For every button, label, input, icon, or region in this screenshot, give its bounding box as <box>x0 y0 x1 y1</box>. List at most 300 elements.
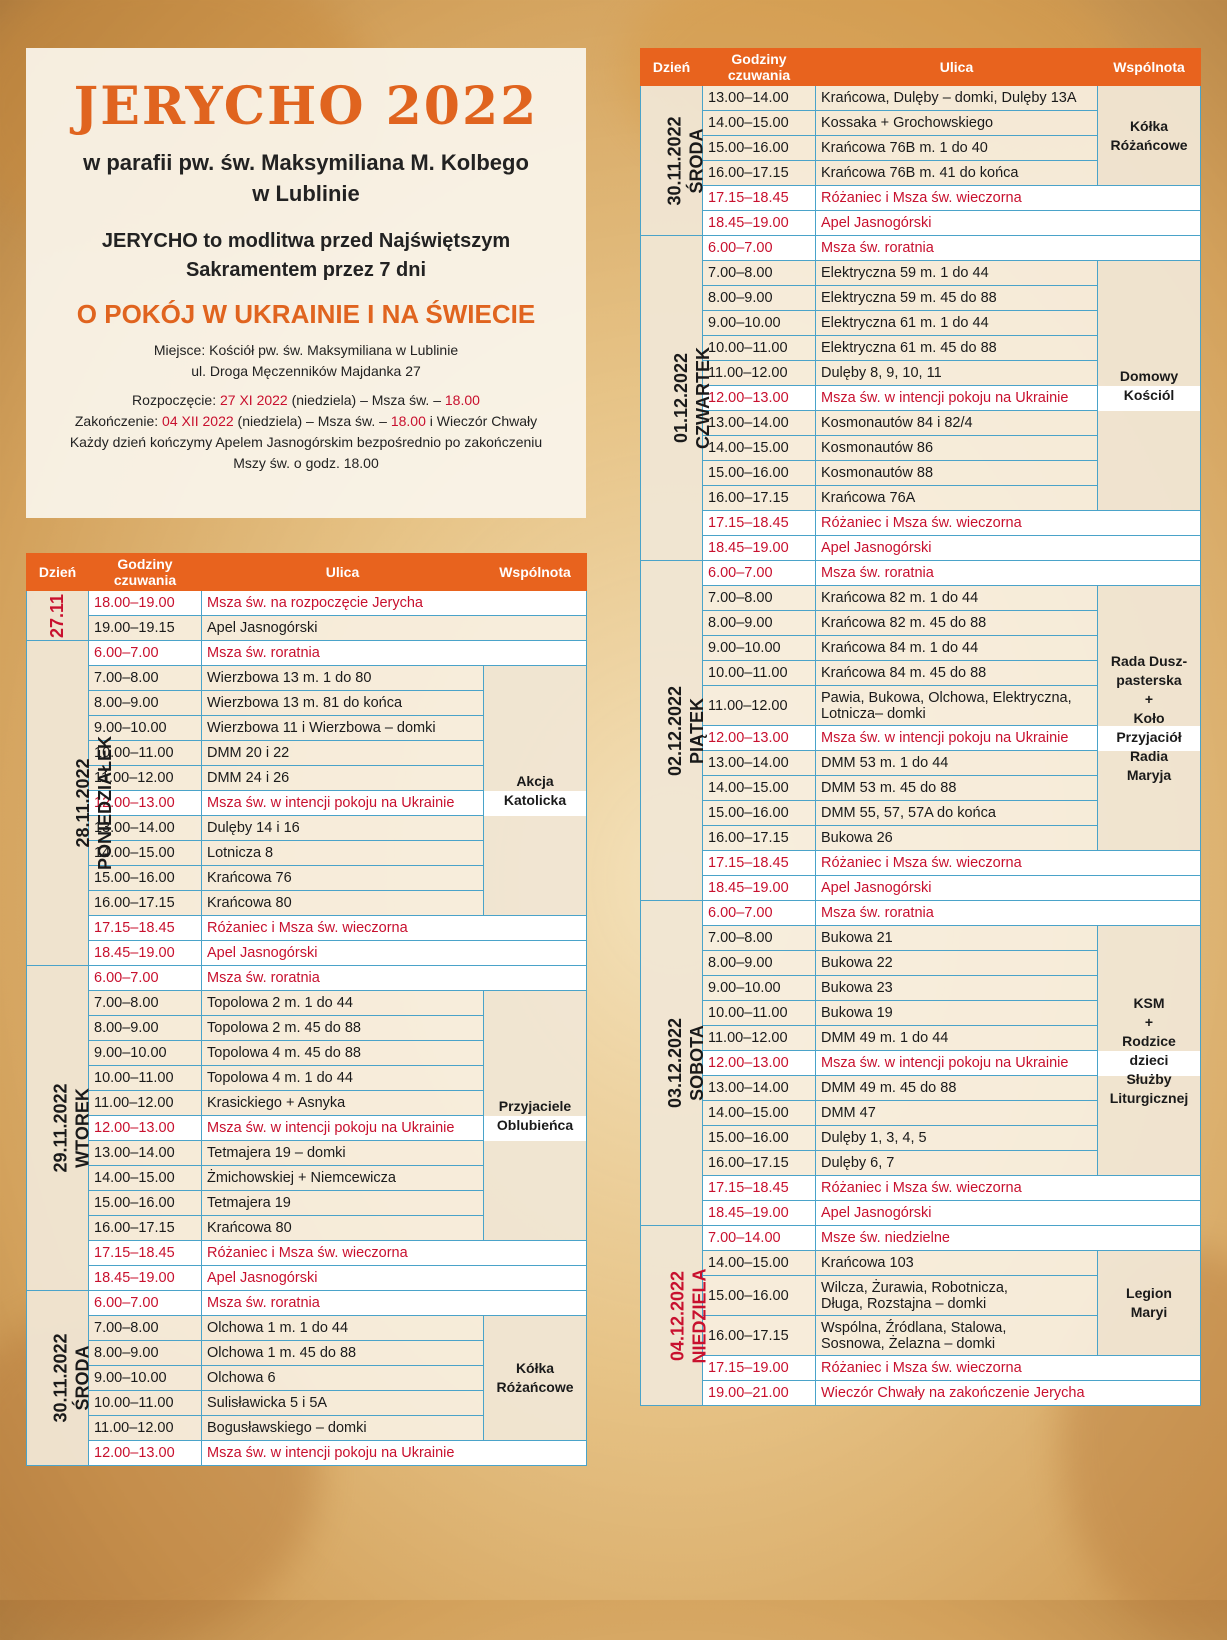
street-text: Dulęby 8, 9, 10, 11 <box>821 365 942 381</box>
time-cell: 14.00–15.00 <box>89 841 202 866</box>
day-label <box>50 1333 94 1422</box>
table-row <box>641 261 1201 286</box>
time-cell: 13.00–14.00 <box>703 1076 816 1101</box>
time-cell: 16.00–17.15 <box>703 161 816 186</box>
street-cell <box>202 1391 484 1416</box>
time-cell: 18.45–19.00 <box>703 211 816 236</box>
street-cell <box>816 901 1201 926</box>
street-cell <box>202 1091 484 1116</box>
street-text: Msza św. roratnia <box>821 905 934 921</box>
street-text: Kosmonautów 88 <box>821 465 934 481</box>
time-cell: 12.00–13.00 <box>89 791 202 816</box>
start-line <box>26 390 586 411</box>
header-community: Wspólnota <box>1098 49 1201 86</box>
time-cell: 7.00–8.00 <box>89 1316 202 1341</box>
street-cell <box>202 616 587 641</box>
description-line: Sakramentem przez 7 dni <box>185 259 427 281</box>
street-cell <box>816 111 1098 136</box>
header-street: Ulica <box>202 554 484 591</box>
street-text: Dulęby 1, 3, 4, 5 <box>821 1130 927 1146</box>
day-name: NIEDZIELA <box>689 1267 710 1364</box>
street-text: Topolowa 2 m. 1 do 44 <box>207 995 353 1011</box>
time-cell: 7.00–8.00 <box>89 991 202 1016</box>
street-text: Msza św. w intencji pokoju na Ukrainie <box>821 1055 1069 1071</box>
time-cell: 13.00–14.00 <box>703 411 816 436</box>
street-cell <box>816 261 1098 286</box>
community-cell <box>1098 86 1201 186</box>
subtitle-line: w parafii pw. św. Maksymiliana M. Kolbego <box>83 150 529 175</box>
time-cell: 9.00–10.00 <box>703 976 816 1001</box>
start-date: 27 XI 2022 <box>219 392 288 408</box>
community-cell <box>484 1316 587 1441</box>
time-cell: 10.00–11.00 <box>703 1001 816 1026</box>
street-text: Wierzbowa 13 m. 1 do 80 <box>207 670 372 686</box>
street-text: Msza św. roratnia <box>207 1295 320 1311</box>
street-cell <box>816 136 1098 161</box>
street-cell <box>816 1251 1098 1276</box>
time-cell: 18.00–19.00 <box>89 591 202 616</box>
street-cell <box>816 1356 1201 1381</box>
street-cell <box>816 1201 1201 1226</box>
street-cell <box>816 511 1201 536</box>
day-cell <box>641 1226 710 1406</box>
street-text: Krasickiego + Asnyka <box>207 1095 346 1111</box>
street-text: Bogusławskiego – domki <box>207 1420 367 1436</box>
community-name: Domowy Kościól <box>1119 367 1179 403</box>
day-name: PONIEDZIAŁEK <box>95 735 116 871</box>
street-cell <box>202 1191 484 1216</box>
day-date: 30.11.2022 <box>664 115 685 206</box>
street-cell <box>202 1291 587 1316</box>
time-cell: 13.00–14.00 <box>89 1141 202 1166</box>
street-text: Krańcowa 76A <box>821 490 916 506</box>
day-cell <box>27 591 89 641</box>
time-cell: 15.00–16.00 <box>703 461 816 486</box>
table-row <box>27 591 587 616</box>
street-text: Bukowa 22 <box>821 955 893 971</box>
street-text: Msza św. w intencji pokoju na Ukrainie <box>207 795 455 811</box>
header-hours <box>89 554 202 591</box>
time-cell: 8.00–9.00 <box>89 1016 202 1041</box>
table-row <box>27 941 587 966</box>
table-row <box>641 186 1201 211</box>
time-cell: 13.00–14.00 <box>703 751 816 776</box>
place-line: Miejsce: Kościół pw. św. Maksymiliana w Lublinie <box>153 342 459 358</box>
day-cell <box>27 966 93 1291</box>
table-row <box>641 901 1201 926</box>
street-cell <box>816 1381 1201 1406</box>
time-cell: 14.00–15.00 <box>89 1166 202 1191</box>
day-name: ŚRODA <box>686 127 707 194</box>
street-cell <box>202 1366 484 1391</box>
street-text: Dulęby 14 i 16 <box>207 820 300 836</box>
time-cell: 14.00–15.00 <box>703 1101 816 1126</box>
street-cell <box>202 1016 484 1041</box>
street-cell <box>816 751 1098 776</box>
street-text: Elektryczna 61 m. 1 do 44 <box>821 315 989 331</box>
day-label <box>664 116 708 205</box>
table-row <box>641 386 1201 411</box>
street-text: Krańcowa 76B m. 41 do końca <box>821 165 1019 181</box>
street-cell <box>816 976 1098 1001</box>
street-text: Różaniec i Msza św. wieczorna <box>821 1360 1022 1376</box>
time-cell: 6.00–7.00 <box>89 966 202 991</box>
street-cell <box>202 841 484 866</box>
street-cell <box>816 161 1098 186</box>
street-cell <box>202 766 484 791</box>
time-cell: 6.00–7.00 <box>89 641 202 666</box>
header-day: Dzień <box>27 554 89 591</box>
community-name: KSM + Rodzice dzieci Służby Liturgicznej <box>1109 994 1189 1106</box>
time-cell: 13.00–14.00 <box>89 816 202 841</box>
street-text: Różaniec i Msza św. wieczorna <box>207 920 408 936</box>
time-cell: 10.00–11.00 <box>89 1391 202 1416</box>
street-text: Różaniec i Msza św. wieczorna <box>821 515 1022 531</box>
time-cell: 6.00–7.00 <box>703 901 816 926</box>
time-cell: 9.00–10.00 <box>703 636 816 661</box>
street-text: Kosmonautów 84 i 82/4 <box>821 415 973 431</box>
time-cell: 6.00–7.00 <box>89 1291 202 1316</box>
street-text: Olchowa 6 <box>207 1370 276 1386</box>
street-text: Krańcowa, Dulęby – domki, Dulęby 13A <box>821 90 1077 106</box>
time-cell: 18.45–19.00 <box>703 876 816 901</box>
table-row <box>641 1201 1201 1226</box>
day-name: PIĄTEK <box>687 697 708 764</box>
street-text: Wspólna, Źródlana, Stalowa, Sosnowa, Żelazna – domki <box>821 1319 1007 1352</box>
street-cell <box>816 926 1098 951</box>
day-label <box>664 685 708 775</box>
day-date: 03.12.2022 <box>665 1017 686 1109</box>
time-cell: 11.00–12.00 <box>703 686 816 726</box>
time-cell: 16.00–17.15 <box>703 826 816 851</box>
time-cell: 12.00–13.00 <box>89 1441 202 1466</box>
day-label <box>47 593 69 637</box>
street-text: Msza św. w intencji pokoju na Ukrainie <box>207 1120 455 1136</box>
street-cell <box>816 1101 1098 1126</box>
community-name: Rada Dusz- pasterska + Koło Przyjaciół Radia Maryja <box>1110 652 1188 783</box>
table-row <box>641 536 1201 561</box>
intro-panel <box>26 48 586 518</box>
time-cell: 12.00–13.00 <box>703 1051 816 1076</box>
street-cell <box>816 536 1201 561</box>
street-cell <box>816 211 1201 236</box>
street-cell <box>202 741 484 766</box>
street-text: Wieczór Chwały na zakończenie Jerycha <box>821 1385 1085 1401</box>
day-cell <box>27 641 116 966</box>
address-line: ul. Droga Męczenników Majdanka 27 <box>191 363 421 379</box>
time-cell: 18.45–19.00 <box>703 536 816 561</box>
table-row <box>641 876 1201 901</box>
end-time: 18.00 <box>390 413 426 429</box>
street-cell <box>816 1026 1098 1051</box>
street-cell <box>202 941 587 966</box>
street-cell <box>202 966 587 991</box>
street-text: Różaniec i Msza św. wieczorna <box>821 855 1022 871</box>
street-text: Wierzbowa 13 m. 81 do końca <box>207 695 403 711</box>
time-cell: 16.00–17.15 <box>89 891 202 916</box>
time-cell: 17.15–18.45 <box>703 186 816 211</box>
street-cell <box>816 1001 1098 1026</box>
table-row <box>641 211 1201 236</box>
time-cell: 14.00–15.00 <box>703 776 816 801</box>
day-label <box>670 347 714 449</box>
street-cell <box>816 826 1098 851</box>
time-cell: 9.00–10.00 <box>89 1366 202 1391</box>
street-text: Msza św. w intencji pokoju na Ukrainie <box>821 730 1069 746</box>
street-cell <box>816 611 1098 636</box>
day-label <box>72 736 116 870</box>
street-text: Topolowa 4 m. 1 do 44 <box>207 1070 353 1086</box>
time-cell: 8.00–9.00 <box>89 691 202 716</box>
street-cell <box>202 991 484 1016</box>
table-row <box>27 991 587 1016</box>
header-street: Ulica <box>816 49 1098 86</box>
community-name: Legion Maryi <box>1126 1285 1172 1320</box>
note-line: Każdy dzień kończymy Apelem Jasnogórskim bezpośrednio po zakończeniu <box>69 434 543 450</box>
day-label <box>664 1018 708 1108</box>
table-row <box>641 1251 1201 1276</box>
street-cell <box>816 776 1098 801</box>
time-cell: 15.00–16.00 <box>703 1276 816 1316</box>
header-hours-line: czuwania <box>727 67 791 83</box>
time-cell: 10.00–11.00 <box>703 336 816 361</box>
day-name: WTOREK <box>72 1088 93 1168</box>
end-suffix: i Wieczór Chwały <box>425 413 538 429</box>
time-cell: 17.15–18.45 <box>703 851 816 876</box>
day-cell <box>641 901 708 1226</box>
day-date: 29.11.2022 <box>50 1083 71 1173</box>
street-text: DMM 47 <box>821 1105 876 1121</box>
schedule-table-right <box>640 48 1201 1406</box>
table-row <box>27 966 587 991</box>
street-text: Apel Jasnogórski <box>207 1270 318 1286</box>
time-cell: 14.00–15.00 <box>703 436 816 461</box>
time-cell: 17.15–18.45 <box>89 916 202 941</box>
street-cell <box>202 1141 484 1166</box>
street-cell <box>202 691 484 716</box>
header-hours-line: Godziny <box>117 556 173 572</box>
end-line <box>26 411 586 432</box>
time-cell: 16.00–17.15 <box>89 1216 202 1241</box>
street-text: DMM 49 m. 45 do 88 <box>821 1080 957 1096</box>
street-text: DMM 53 m. 45 do 88 <box>821 780 957 796</box>
street-cell <box>816 686 1098 726</box>
time-cell: 17.15–18.45 <box>89 1241 202 1266</box>
schedule-table-left <box>26 553 587 1466</box>
street-text: Msza św. roratnia <box>821 565 934 581</box>
street-cell <box>816 586 1098 611</box>
day-cell <box>641 561 708 901</box>
street-text: Różaniec i Msza św. wieczorna <box>821 190 1022 206</box>
street-text: Topolowa 2 m. 45 do 88 <box>207 1020 361 1036</box>
community-name: Przyjaciele Oblubieńca <box>496 1097 574 1133</box>
street-cell <box>816 801 1098 826</box>
time-cell: 10.00–11.00 <box>89 741 202 766</box>
street-cell <box>202 1266 587 1291</box>
street-text: Apel Jasnogórski <box>821 880 932 896</box>
street-cell <box>202 866 484 891</box>
street-cell <box>816 86 1098 111</box>
table-row <box>641 1226 1201 1251</box>
table-row <box>27 1266 587 1291</box>
time-cell: 18.45–19.00 <box>89 941 202 966</box>
street-text: Tetmajera 19 <box>207 1195 291 1211</box>
street-cell <box>202 1241 587 1266</box>
time-cell: 11.00–12.00 <box>89 766 202 791</box>
street-text: Lotnicza 8 <box>207 845 274 861</box>
street-text: Msza św. w intencji pokoju na Ukrainie <box>821 390 1069 406</box>
day-cell <box>27 1291 93 1466</box>
end-mass: (niedziela) – Msza św. – <box>233 413 391 429</box>
street-cell <box>816 461 1098 486</box>
day-label <box>667 1268 711 1363</box>
table-row <box>27 1316 587 1341</box>
street-cell <box>816 951 1098 976</box>
street-cell <box>202 666 484 691</box>
time-cell: 15.00–16.00 <box>703 1126 816 1151</box>
day-name: ŚRODA <box>72 1345 93 1411</box>
table-row <box>641 1051 1201 1076</box>
street-cell <box>816 1076 1098 1101</box>
community-cell <box>1098 586 1201 851</box>
subtitle-line: w Lublinie <box>252 181 360 206</box>
prayer-intention: O POKÓJ W UKRAINIE I NA ŚWIECIE <box>76 299 536 329</box>
table-row <box>641 851 1201 876</box>
day-cell <box>641 86 707 236</box>
table-row <box>27 666 587 691</box>
street-cell <box>816 336 1098 361</box>
street-text: Żmichowskiej + Niemcewicza <box>207 1170 396 1186</box>
street-cell <box>816 1276 1098 1316</box>
street-text: Apel Jasnogórski <box>821 540 932 556</box>
time-cell: 10.00–11.00 <box>703 661 816 686</box>
street-text: Olchowa 1 m. 45 do 88 <box>207 1345 357 1361</box>
street-cell <box>816 286 1098 311</box>
street-text: Krańcowa 80 <box>207 895 292 911</box>
street-text: Topolowa 4 m. 45 do 88 <box>207 1045 361 1061</box>
street-text: Wierzbowa 11 i Wierzbowa – domki <box>207 720 436 736</box>
street-text: Różaniec i Msza św. wieczorna <box>207 1245 408 1261</box>
street-text: Bukowa 19 <box>821 1005 893 1021</box>
table-row <box>641 1381 1201 1406</box>
street-text: Pawia, Bukowa, Olchowa, Elektryczna, Lotnicza– domki <box>821 689 1072 722</box>
time-cell: 6.00–7.00 <box>703 236 816 261</box>
street-text: Elektryczna 61 m. 45 do 88 <box>821 340 997 356</box>
start-mass: (niedziela) – Msza św. – <box>287 392 445 408</box>
community-name: Kółka Różańcowe <box>496 1360 574 1395</box>
time-cell: 16.00–17.15 <box>703 486 816 511</box>
street-text: Bukowa 26 <box>821 830 893 846</box>
table-row <box>641 926 1201 951</box>
street-text: Apel Jasnogórski <box>207 945 318 961</box>
table-row <box>641 586 1201 611</box>
street-cell <box>202 1216 484 1241</box>
time-cell: 12.00–13.00 <box>703 726 816 751</box>
street-text: Krańcowa 76 <box>207 870 292 886</box>
time-cell: 9.00–10.00 <box>703 311 816 336</box>
street-text: Wilcza, Żurawia, Robotnicza, Długa, Rozstajna – domki <box>821 1279 1008 1312</box>
street-text: Krańcowa 82 m. 45 do 88 <box>821 615 987 631</box>
street-text: Krańcowa 82 m. 1 do 44 <box>821 590 979 606</box>
table-row <box>641 561 1201 586</box>
day-cell <box>641 236 713 561</box>
time-cell: 8.00–9.00 <box>703 611 816 636</box>
street-text: Msza św. roratnia <box>821 240 934 256</box>
street-text: Elektryczna 59 m. 1 do 44 <box>821 265 989 281</box>
time-cell: 17.15–18.45 <box>703 511 816 536</box>
street-cell <box>202 1341 484 1366</box>
community-name: Akcja Katolicka <box>503 772 567 808</box>
street-cell <box>202 1041 484 1066</box>
table-row <box>27 641 587 666</box>
day-date: 27.11 <box>47 593 68 638</box>
event-details <box>26 340 586 474</box>
street-cell <box>816 661 1098 686</box>
end-label: Zakończenie: <box>74 413 163 429</box>
street-text: DMM 55, 57, 57A do końca <box>821 805 996 821</box>
street-text: Msza św. roratnia <box>207 645 320 661</box>
time-cell: 11.00–12.00 <box>703 361 816 386</box>
time-cell: 18.45–19.00 <box>89 1266 202 1291</box>
street-text: Tetmajera 19 – domki <box>207 1145 346 1161</box>
time-cell: 9.00–10.00 <box>89 716 202 741</box>
street-text: Apel Jasnogórski <box>207 620 318 636</box>
time-cell: 14.00–15.00 <box>703 1251 816 1276</box>
table-row <box>641 1356 1201 1381</box>
time-cell: 7.00–14.00 <box>703 1226 816 1251</box>
day-date: 28.11.2022 <box>73 758 94 848</box>
street-text: Elektryczna 59 m. 45 do 88 <box>821 290 997 306</box>
time-cell: 17.15–19.00 <box>703 1356 816 1381</box>
street-text: Kossaka + Grochowskiego <box>821 115 994 131</box>
street-cell <box>816 636 1098 661</box>
street-cell <box>202 591 587 616</box>
time-cell: 13.00–14.00 <box>703 86 816 111</box>
street-cell <box>816 561 1201 586</box>
community-cell <box>1098 1251 1201 1356</box>
table-row <box>27 1441 587 1466</box>
table-row <box>641 1176 1201 1201</box>
time-cell: 16.00–17.15 <box>703 1151 816 1176</box>
street-cell <box>816 236 1201 261</box>
time-cell: 11.00–12.00 <box>703 1026 816 1051</box>
street-text: Krańcowa 84 m. 45 do 88 <box>821 665 987 681</box>
street-cell <box>202 891 484 916</box>
table-row <box>641 511 1201 536</box>
street-text: DMM 24 i 26 <box>207 770 290 786</box>
street-text: Różaniec i Msza św. wieczorna <box>821 1180 1022 1196</box>
table-row <box>641 86 1201 111</box>
end-date: 04 XII 2022 <box>162 413 234 429</box>
time-cell: 9.00–10.00 <box>89 1041 202 1066</box>
street-cell <box>816 1316 1098 1356</box>
street-cell <box>202 1066 484 1091</box>
street-cell <box>202 641 587 666</box>
time-cell: 11.00–12.00 <box>89 1416 202 1441</box>
street-cell <box>202 1416 484 1441</box>
street-cell <box>202 1316 484 1341</box>
street-cell <box>816 851 1201 876</box>
street-text: Krańcowa 103 <box>821 1255 914 1271</box>
time-cell: 8.00–9.00 <box>703 286 816 311</box>
street-text: DMM 20 i 22 <box>207 745 290 761</box>
time-cell: 8.00–9.00 <box>703 951 816 976</box>
street-cell <box>816 1126 1098 1151</box>
time-cell: 7.00–8.00 <box>703 926 816 951</box>
note-line: Mszy św. o godz. 18.00 <box>233 455 379 471</box>
street-text: Msza św. na rozpoczęcie Jerycha <box>207 595 423 611</box>
street-cell <box>816 436 1098 461</box>
